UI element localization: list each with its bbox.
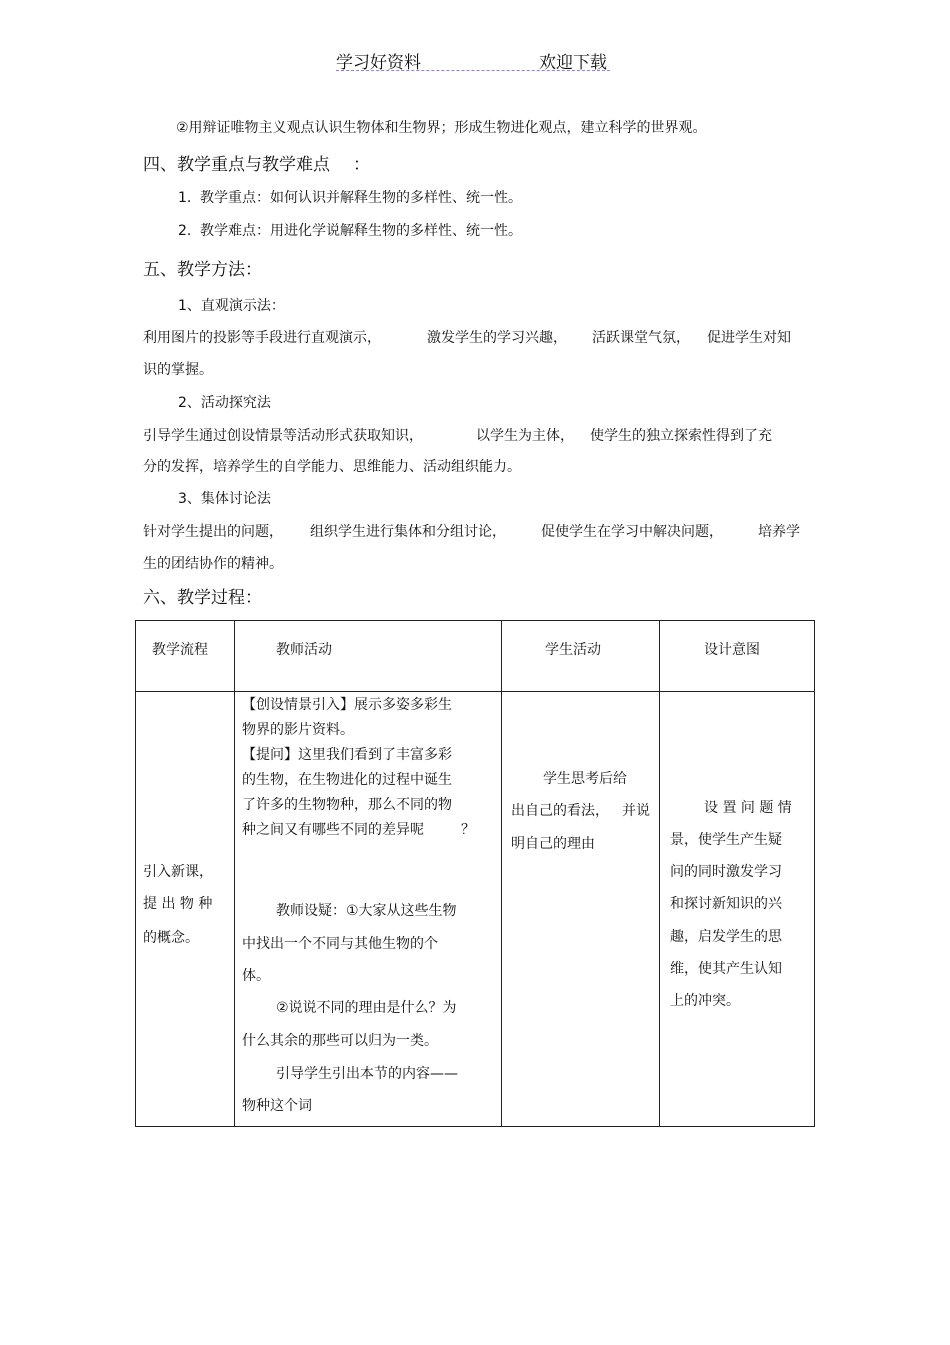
- method-2-text: 引导学生通过创设情景等活动形式获取知识，: [143, 428, 423, 444]
- process-table: [135, 620, 815, 1127]
- student-line: 出自己的看法，: [511, 803, 609, 819]
- section4-title: 四、教学重点与教学难点: [143, 155, 330, 175]
- section4-item-1-text: 教学重点：如何认识并解释生物的多样性、统一性。: [200, 190, 522, 206]
- method-3-text: 促使学生在学习中解决问题，: [541, 524, 723, 540]
- teacher-line: 【创设情景引入】展示多姿多彩生: [242, 697, 452, 713]
- header-student: 学生活动: [545, 642, 601, 658]
- header-right: 欢迎下载: [539, 53, 607, 73]
- design-line: 和探讨新知识的兴: [670, 896, 782, 912]
- teacher-cell: [235, 692, 501, 1126]
- teacher-line: 教师设疑：①大家从这些生物: [276, 903, 457, 919]
- flow-line: 引入新课，: [143, 864, 213, 880]
- method-3-text: 针对学生提出的问题，: [143, 524, 283, 540]
- method-1-text: 利用图片的投影等手段进行直观演示，: [143, 330, 381, 346]
- method-2-title: 2、活动探究法: [178, 395, 271, 411]
- section4-item-2-num: 2.: [178, 223, 192, 239]
- student-line: 并说: [622, 803, 650, 819]
- teacher-line: 物界的影片资料。: [242, 722, 354, 738]
- section4-item-2-text: 教学难点：用进化学说解释生物的多样性、统一性。: [200, 223, 522, 239]
- method-2-text: 使学生的独立探索性得到了充: [590, 428, 772, 444]
- teacher-line: 什么其余的那些可以归为一类。: [242, 1033, 438, 1049]
- teacher-line: 体。: [242, 968, 270, 984]
- objective-item: ②用辩证唯物主义观点认识生物体和生物界；形成生物进化观点，建立科学的世界观。: [176, 120, 707, 136]
- student-line: 学生思考后给: [543, 771, 627, 787]
- teacher-line: 物种这个词: [242, 1098, 312, 1114]
- design-line: 设 置 问 题 情: [704, 800, 792, 816]
- teacher-line: 引导学生引出本节的内容——: [276, 1066, 458, 1082]
- student-cell: [502, 692, 659, 1126]
- design-line: 问的同时激发学习: [670, 864, 782, 880]
- header-divider: [336, 70, 610, 71]
- method-1-title: 1、直观演示法：: [178, 298, 285, 314]
- design-line: 景，使学生产生疑: [670, 832, 782, 848]
- method-2-text: 以学生为主体，: [476, 428, 574, 444]
- header-design: 设计意图: [704, 642, 760, 658]
- method-1-text: 激发学生的学习兴趣，: [427, 330, 567, 346]
- method-3-text: 培养学: [758, 524, 800, 540]
- section4-item-1-num: 1.: [178, 190, 192, 206]
- section4-colon: ：: [353, 155, 370, 175]
- teacher-line: ②说说不同的理由是什么？为: [276, 1000, 457, 1016]
- table-row: [136, 692, 815, 1127]
- teacher-line: 【提问】这里我们看到了丰富多彩: [242, 747, 452, 763]
- header-flow: 教学流程: [152, 642, 208, 658]
- section5-title: 五、教学方法：: [143, 260, 262, 280]
- teacher-line: 的生物，在生物进化的过程中诞生: [242, 772, 452, 788]
- method-2-text: 分的发挥，培养学生的自学能力、思维能力、活动组织能力。: [143, 459, 521, 475]
- header-teacher: 教师活动: [276, 642, 332, 658]
- teacher-line: ？: [461, 822, 475, 838]
- flow-line: 提 出 物 种: [143, 896, 213, 912]
- method-1-text: 促进学生对知: [707, 330, 791, 346]
- design-line: 趣，启发学生的思: [670, 929, 782, 945]
- flow-line: 的概念。: [143, 930, 199, 946]
- design-line: 上的冲突。: [670, 993, 740, 1009]
- teacher-line: 中找出一个不同与其他生物的个: [242, 936, 438, 952]
- teacher-line: 种之间又有哪些不同的差异呢: [242, 822, 424, 838]
- method-3-text: 生的团结协作的精神。: [143, 556, 283, 572]
- table-header-row: [136, 621, 815, 692]
- method-1-text: 活跃课堂气氛，: [592, 330, 690, 346]
- method-3-title: 3、集体讨论法: [178, 491, 271, 507]
- design-cell: [660, 692, 814, 1126]
- teacher-line: 了许多的生物物种，那么不同的物: [242, 797, 452, 813]
- flow-cell: [136, 692, 234, 1126]
- student-line: 明自己的理由: [511, 836, 595, 852]
- header-left: 学习好资料: [336, 53, 421, 73]
- section6-title: 六、教学过程：: [143, 588, 262, 608]
- design-line: 维，使其产生认知: [670, 961, 782, 977]
- method-3-text: 组织学生进行集体和分组讨论，: [310, 524, 506, 540]
- method-1-text: 识的掌握。: [143, 362, 213, 378]
